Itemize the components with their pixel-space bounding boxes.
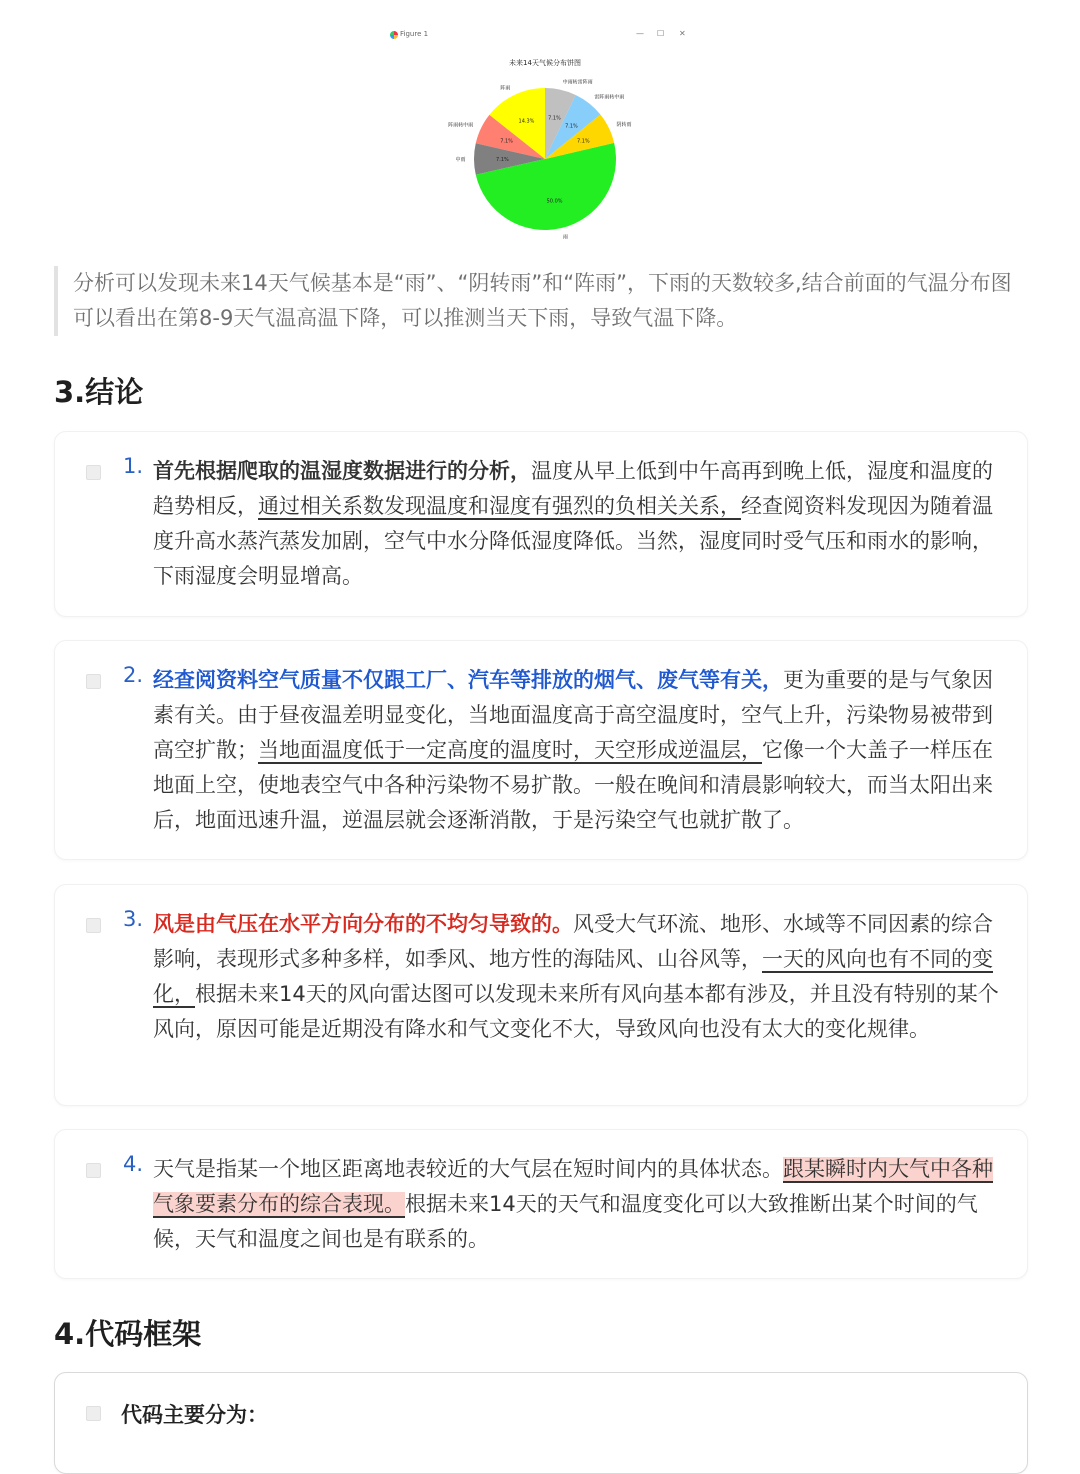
- minimize-button[interactable]: —: [636, 29, 644, 38]
- body-text: 温度从早上低到中午高再到晚上低，湿度和温度的趋势相反，: [153, 459, 993, 518]
- blue-highlight: 经查阅资料空气质量不仅跟工厂、汽车等排放的烟气、废气等有关，: [153, 668, 783, 692]
- slice-percent-label: 7.1%: [548, 115, 561, 122]
- body-text: 风受大气环流、地形、水域等不同因素的综合影响，表现形式多种多样，如季风、地方性的海陆风、山谷风等，: [153, 912, 993, 971]
- checkbox-icon[interactable]: [86, 674, 101, 689]
- slice-category-label: 阴转雨: [616, 122, 632, 129]
- list-number: 2.: [123, 663, 144, 687]
- maximize-button[interactable]: ☐: [657, 29, 665, 38]
- slice-percent-label: 7.1%: [500, 138, 513, 145]
- list-number: 4.: [123, 1152, 144, 1176]
- slice-category-label: 阵雨: [500, 85, 511, 92]
- slice-percent-label: 14.3%: [518, 118, 535, 125]
- body-text: 天气是指某一个地区距离地表较近的大气层在短时间内的具体状态。: [153, 1157, 783, 1181]
- body-text: 它像一个大盖子一样压在地面上空，使地表空气中各种污染物不易扩散。一般在晚间和清晨影响较大，而当太阳出来后，地面迅速升温，逆温层就会逐渐消散，于是污染空气也就扩散了。: [153, 738, 993, 832]
- body-text: 根据未来14天的天气和温度变化可以大致推断出某个时间的气候，天气和温度之间也是有联系的。: [153, 1192, 978, 1251]
- bold-lead: 首先根据爬取的温湿度数据进行的分析，: [153, 459, 531, 483]
- red-highlight: 风是由气压在水平方向分布的不均匀导致的。: [153, 912, 573, 936]
- code-framework-card: [54, 1372, 1028, 1474]
- pie-chart: [380, 46, 700, 246]
- figure-titlebar: [380, 24, 700, 46]
- checkbox-icon[interactable]: [86, 918, 101, 933]
- conclusion-card-2: [54, 640, 1028, 860]
- section-heading-conclusions: 3.结论: [54, 375, 144, 409]
- underlined-text: 一天的风向也有不同的变化，: [153, 947, 993, 1006]
- conclusion-card-1: [54, 431, 1028, 617]
- conclusion-text: [153, 907, 1005, 1047]
- checkbox-icon[interactable]: [86, 1163, 101, 1178]
- conclusion-card-4: [54, 1129, 1028, 1279]
- analysis-quote: [54, 266, 1023, 336]
- slice-percent-label: 7.1%: [576, 138, 590, 145]
- section-heading-code-framework: 4.代码框架: [54, 1317, 202, 1351]
- underlined-text: 当地面温度低于一定高度的温度时，天空形成逆温层，: [258, 738, 762, 762]
- matplotlib-icon: [390, 31, 398, 39]
- slice-percent-label: 50.0%: [546, 198, 563, 205]
- quote-text: 分析可以发现未来14天气候基本是“雨”、“阴转雨”和“阵雨”，下雨的天数较多,结合前面的气温分布图可以看出在第8-9天气温高温下降，可以推测当天下雨，导致气温下降。: [73, 271, 1012, 330]
- slice-category-label: 阵雨转中雨: [448, 122, 474, 129]
- checkbox-icon[interactable]: [86, 1406, 101, 1421]
- conclusion-text: [153, 454, 1005, 594]
- figure-window: [380, 24, 700, 246]
- underlined-text: 通过相关系数发现温度和湿度有强烈的负相关关系，: [258, 494, 741, 518]
- slice-percent-label: 7.1%: [496, 157, 509, 163]
- list-number: 1.: [123, 454, 144, 478]
- body-text: 经查阅资料发现因为随着温度升高水蒸汽蒸发加剧，空气中水分降低湿度降低。当然，湿度同时受气压和雨水的影响，下雨湿度会明显增高。: [153, 494, 993, 588]
- chart-title: 未来14天气候分布饼图: [509, 59, 581, 67]
- close-button[interactable]: ✕: [679, 29, 686, 38]
- conclusion-card-3: [54, 884, 1028, 1106]
- figure-title: Figure 1: [400, 30, 429, 38]
- body-text: 根据未来14天的风向雷达图可以发现未来所有风向基本都有涉及，并且没有特别的某个风向，原因可能是近期没有降水和气文变化不大，导致风向也没有太大的变化规律。: [153, 982, 999, 1041]
- conclusion-text: [153, 663, 1005, 838]
- conclusion-text: [153, 1152, 1005, 1257]
- slice-percent-label: 7.1%: [565, 123, 578, 130]
- slice-category-label: 中雨: [455, 157, 466, 163]
- slice-category-label: 中雨转雷阵雨: [562, 79, 593, 86]
- slice-category-label: 雨: [562, 234, 568, 241]
- pink-highlight: 跟某瞬时内大气中各种气象要素分布的综合表现。: [153, 1157, 993, 1216]
- slice-category-label: 雷阵雨转中雨: [594, 94, 625, 101]
- body-text: 更为重要的是与气象因素有关。由于昼夜温差明显变化，当地面温度高于高空温度时，空气上升，污染物易被带到高空扩散；: [153, 668, 993, 762]
- code-card-label: 代码主要分为：: [121, 1403, 268, 1427]
- list-number: 3.: [123, 907, 144, 931]
- checkbox-icon[interactable]: [86, 465, 101, 480]
